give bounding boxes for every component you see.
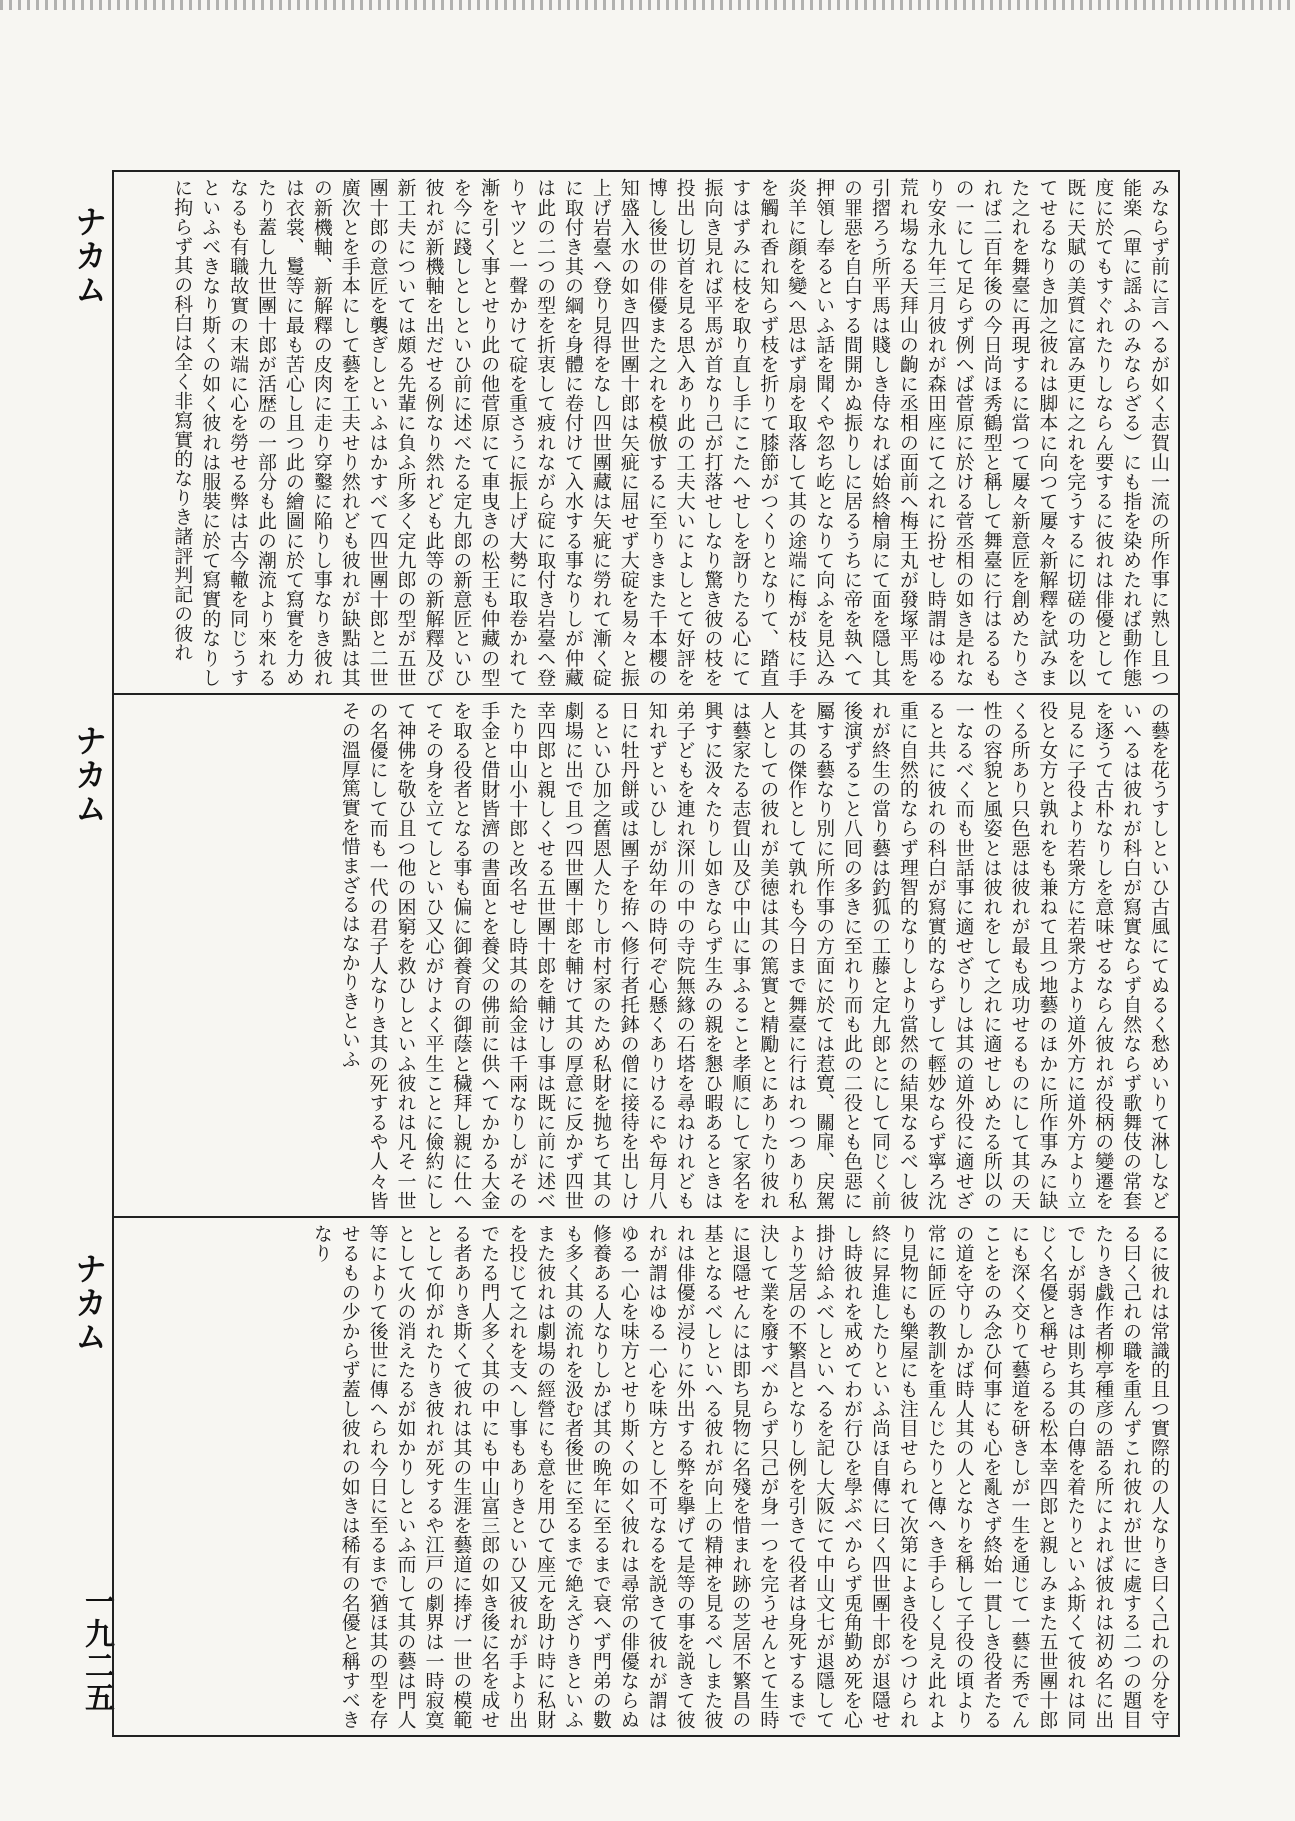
side-label-1: ナカム [70, 205, 108, 307]
text-section-1 [114, 172, 1178, 693]
text-section-3 [114, 1218, 1178, 1735]
section-1-paragraph: みならず前に言へるが如く志賀山一流の所作事に熟し且つ能楽（單に謡ふのみならざる）にも指を染めたれば動作態度に於てもすぐれたりしならん要するに彼れは俳優として既に天賦の美質に富み更に之れを完うするに切磋の功を以てせるなりき加之彼れは脚本に向つて屢々新解釋を試みまた之れを舞臺に再現するに當つて屢々新意匠を創めたりされば二百年後の今日尚ほ秀鶴型と稱して舞臺に行はるるもの一にして足らず例へば菅原に於ける菅丞相の如き是れなり安永九年三月彼れが森田座にて之れに扮せし時謂はゆる荒れ場なる天拜山の齣に丞相の面前へ梅王丸が發塚平馬を引摺ろう所平馬は賤しき侍なれば始終檜扇にて面を隱し其の罪惡を自白する間開かぬ振りしに居るうちに帝を執へて押領し奉るといふ話を聞くや忽ち屹となりて向ふを見込み炎羊に顔を變へ思はず扇を取落して其の途端に梅が枝に手を觸れ香れ知らず枝を折りて膝節がつくりとなりて、踏直すはずみに枝を取り直し手にこたへせしを訝りたる心にて振向き見れば平馬が首なり己が打落せしなり驚き彼の枝を投出し切首を見る思入あり此の工夫大いによしとて好評を博し後世の俳優また之れを模倣するに至りきまた千本櫻の知盛入水の如き四世團十郎は矢疵に屈せず大碇を易々と振上げ岩臺へ登り見得をなし四世團藏は矢疵に勞れて漸く碇に取付き其の綱を身體に卷付けて入水する事なりしが仲藏は此の二つの型を折衷して疲れながら碇に取付き岩臺へ登りヤツと一聲かけて碇を重さうに振上げ大勢に取卷かれて漸を引く事とせり此の他菅原にて車曳きの松王も仲藏の型を今に踐しとしといひ前に述べたる定九郎の新意匠といひ彼れが新機軸を出だせる例なり然れども此等の新解釋及び新工夫については頗る先輩に負ふ所多く定九郎の型が五世團十郎の意匠を襲ぎしといふはかすべて四世團十郎と二世廣次とを手本にして藝を工夫せり然れども彼れが缺點は其の新機軸、新解釋の皮肉に走り穿鑿に陥りし事なりき彼れは衣裳、鬘等に最も苦心し且つ此の繪圖に於て寫實を力めたり蓋し九世團十郎が活歴の一部分も此の潮流より來れるなるも有職故實の末端に心を勞せる弊は古今轍を同じうすといふべきなり斯くの如く彼れは服裝に於て寫實的なりしに拘らず其の科白は全く非寫實的なりき諸評判記の彼れ [171, 178, 1170, 687]
section-2-paragraph: の藝を花うすしといひ古風にてぬるく愁めいりて淋しなどいへるは彼れが科白が寫實ならず自然ならず歌舞伎の常套を逐うて古朴なりしを意味せるならん彼れが役柄の變遷を見るに子役より若衆方に若衆方より道外方に道外方より立役と女方と孰れをも兼ねて且つ地藝のほかに所作事みに缺くる所あり只色惡は彼れが最も成功せるものにして其の天性の容貌と風姿とは彼れをして之れに適せしめたる所以の一なるべく而も世話事に適せざりしは其の道外役に適せざると共に彼れの科白が寫實的ならずして輕妙ならず寧ろ沈重に自然的ならず理智的なりしより當然の結果なるべし彼れが終生の當り藝は釣狐の工藤と定九郎とにして同じく前後演ずること八囘の多きに至れり而も此の二役とも色惡に屬する藝なり別に所作事の方面に於ては惹寛、關扉、戻駕を其の傑作として孰れも今日まで舞臺に行はれつつあり私人としての彼れが美徳は其の篤實と精勵とにありたり彼れは藝家たる志賀山及び中山に事ふること孝順にして家名を興すに汲々たりし如きならず生みの親を懇ひ暇あるときは弟子どもを連れ深川の中の寺院無緣の石塔を尋ねけれども知れずといひしが幼年の時何ぞ心懸くありけるにや毎月八日に牡丹餅或は團子を拵へ修行者托鉢の僧に接待を出しけるといひ加之舊恩人たりし市村家のため私財を抛ちて其の劇場に出で且つ四世團十郎を輔けて其の厚意に反かず四世幸四郎と親しくせる五世團十郎を輔けし事は既に前に述べたり中山小十郎と改名せし時其の給金は千兩なりしがその手金と借財皆濟の書面とを養父の佛前に供へてかかる大金を取る役者となる事も偏に御養育の御蔭と穢拜し親に仕へてその身を立てしといひ又心がけよく平生ことに儉約にして神佛を敬ひ且つ他の困窮を救ひしといふ彼れは凡そ一世の名優にして而も一代の君子人なりき其の死するや人々皆その溫厚篤實を惜まざるはなかりきといふ [338, 701, 1170, 1210]
section-3-text [120, 1224, 1172, 1729]
section-1-text [120, 178, 1172, 687]
page-number: 一九二五 [79, 1586, 114, 1714]
scan-edge-noise [0, 0, 1295, 10]
section-3-paragraph: るに彼れは常識的且つ實際的の人なりき曰く己れの分を守る曰く己れの職を重んずこれ彼れが世に處する二つの題目たりき戯作者柳亭種彦の語る所によれば彼れは初め名に出でしが弱きは則ち其の白傳を着たりといふ斯くて彼れは同じく名優と稱せらるる松本幸四郎と親しみまた五世團十郎にも深く交りて藝道を研きしが一生を通じて一藝に秀でんことをのみ念ひ何事にも心を亂さず終始一貫しき役者たるの道を守りしかば時人其の人となりを稱して子役の頃より常に師匠の教訓を重んじたりと傳へき手らしく見え此れより見物にも樂屋にも注目せられて次第によき役をつけられ終に昇進したりといふ尚ほ自傳に曰く四世團十郎が退隱せし時彼れを戒めてわが行ひを學ぶべからず兎角勤め死を心掛け給ふべしといへるを記し大阪にて中山文七が退隱してより芝居の不繁昌となりし例を引きて役者は身死するまで決して業を廢すべからず只己が身一つを完うせんとて生時に退隱せんには即ち見物に名殘を惜まれ跡の芝居不繁昌の基となるべしといへる彼れが向上の精神を見るべしまた彼れは俳優が浸りに外出する弊を擧げて是等の事を説きて彼れが謂はゆる一心を味方とし不可なるを説きて彼れが謂はゆる一心を味方とせり斯くの如く彼れは尋常の俳優ならぬ修養ある人なりしかば其の晩年に至るまで衰へず門弟の數も多く其の流れを汲む者後世に至るまで絶えざりきといふまた彼れは劇場の經營にも意を用ひて座元を助け時に私財を投じて之れを支へし事もありきといひ又彼れが手より出でたる門人多く其の中にも中山富三郎の如き後に名を成せる者ありき斯くて彼れは其の生涯を藝道に捧げ一世の模範として仰がれたりき彼れが死するや江戸の劇界は一時寂寞として火の消えたるが如かりしといふ而して其の藝は門人等によりて後世に傳へられ今日に至るまで猶ほ其の型を存せるもの少からず蓋し彼れの如きは稀有の名優と稱すべきなり [310, 1224, 1170, 1729]
text-frame [112, 170, 1180, 1737]
text-section-2 [114, 695, 1178, 1216]
section-2-text [120, 701, 1172, 1210]
side-label-2: ナカム [70, 724, 108, 826]
side-label-3: ナカム [70, 1252, 108, 1354]
